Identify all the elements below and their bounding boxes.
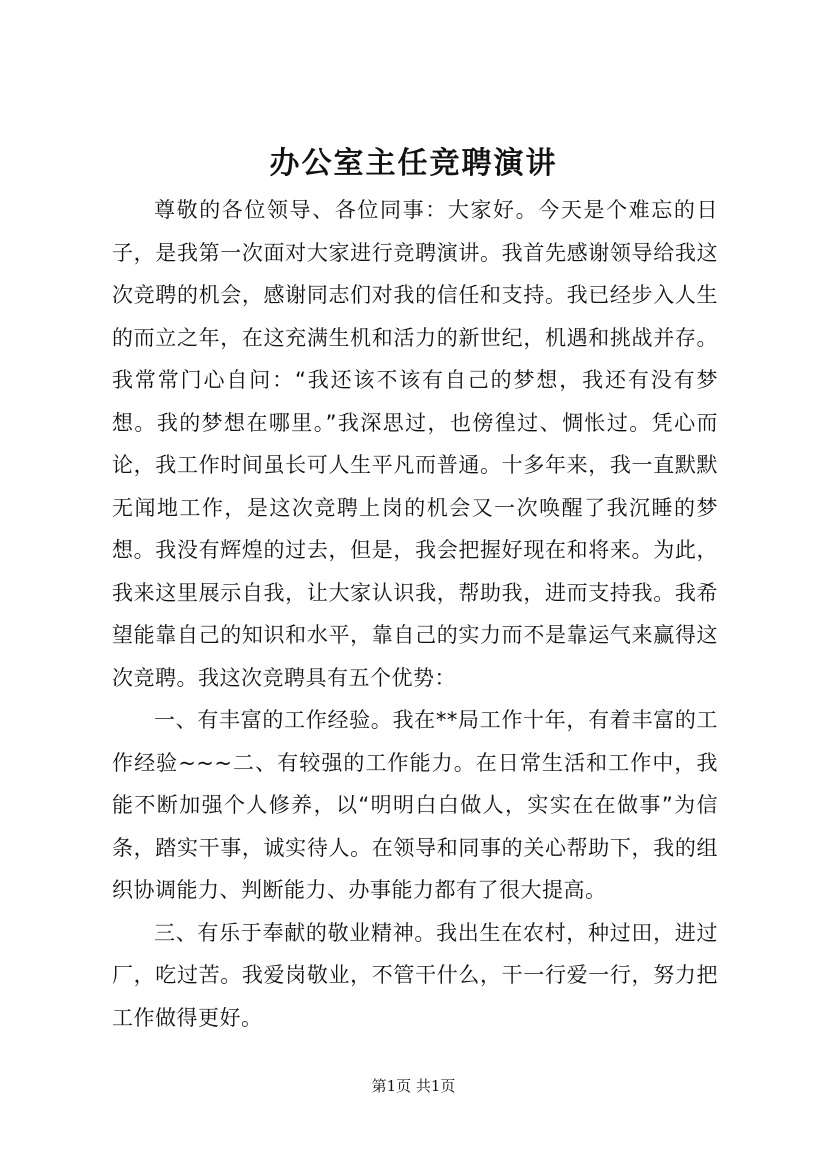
paragraph-strength-one-two: 一、有丰富的工作经验。我在**局工作十年，有着丰富的工作经验~~~二、有较强的工作能力。在日常生活和工作中，我能不断加强个人修养，以“明明白白做人，实实在在做事”为信条，踏实干事，诚实待人。在领导和同事的关心帮助下，我的组织协调能力、判断能力、办事能力都有了很大提高。 [112, 708, 718, 902]
page-footer: 第1页 共1页 [371, 1077, 456, 1095]
paragraph-strength-three: 三、有乐于奉献的敬业精神。我出生在农村，种过田，进过厂，吃过苦。我爱岗敬业，不管干什么，干一行爱一行，努力把工作做得更好。 [112, 920, 718, 1030]
document-body [112, 189, 718, 1039]
paragraph-opening: 尊敬的各位领导、各位同事：大家好。今天是个难忘的日子，是我第一次面对大家进行竞聘演讲。我首先感谢领导给我这次竞聘的机会，感谢同志们对我的信任和支持。我已经步入人生的而立之年，在这充满生机和活力的新世纪，机遇和挑战并存。我常常门心自问：“我还该不该有自己的梦想，我还有没有梦想。我的梦想在哪里。”我深思过，也傍徨过、惆怅过。凭心而论，我工作时间虽长可人生平凡而普通。十多年来，我一直默默无闻地工作，是这次竞聘上岗的机会又一次唤醒了我沉睡的梦想。我没有辉煌的过去，但是，我会把握好现在和将来。为此，我来这里展示自我，让大家认识我，帮助我，进而支持我。我希望能靠自己的知识和水平，靠自己的实力而不是靠运气来赢得这次竞聘。我这次竞聘具有五个优势： [112, 198, 718, 690]
document-title: 办公室主任竞聘演讲 [269, 146, 558, 181]
